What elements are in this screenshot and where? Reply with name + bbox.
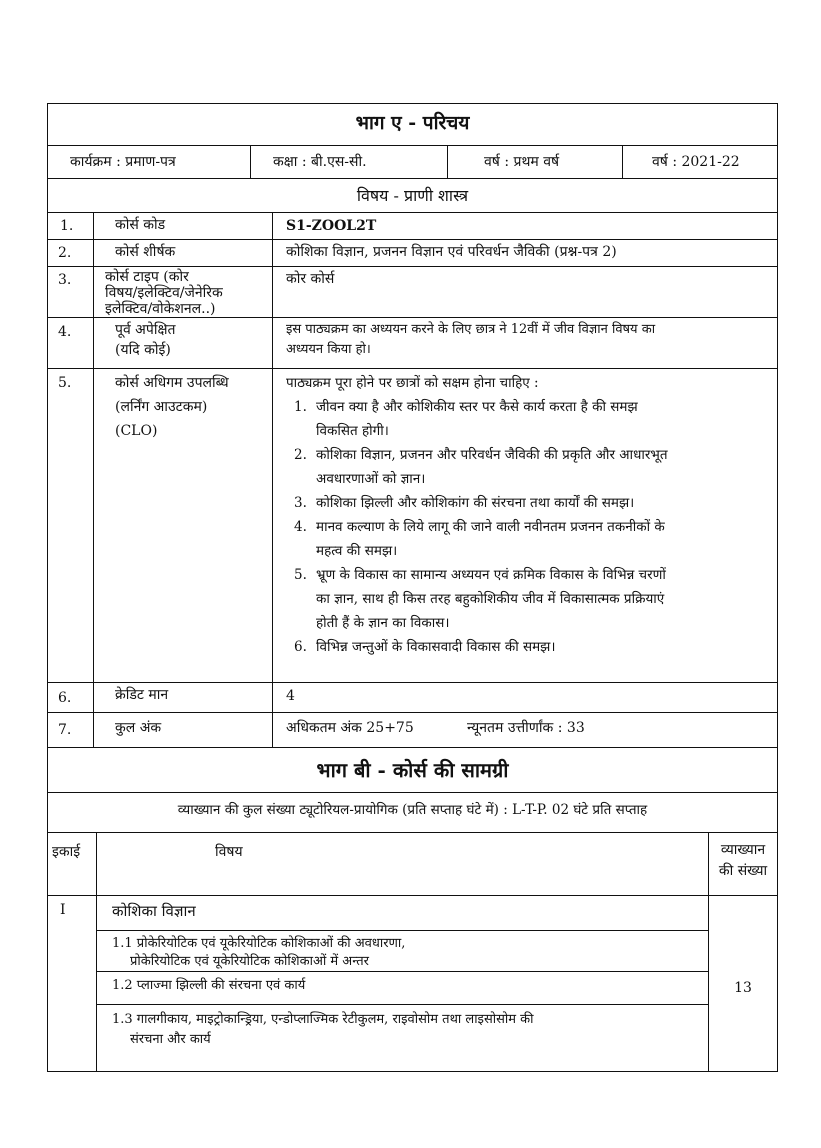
row-number: 1. <box>60 218 74 234</box>
outcomes-list <box>286 395 668 659</box>
label-line: (लर्निंग आउटकम) <box>115 399 208 415</box>
outcome-text <box>316 491 634 515</box>
outcome-item <box>286 443 668 491</box>
header-line: व्याख्यान <box>720 842 766 858</box>
session-text: वर्ष : 2021-22 <box>652 154 740 170</box>
course-title: कोशिका विज्ञान, प्रजनन विज्ञान एवं परिवर्धन जैविकी (प्रश्न-पत्र 2) <box>286 244 617 260</box>
outcome-number: 6. <box>294 639 307 655</box>
header-unit: इकाई <box>52 844 81 860</box>
row-number: 5. <box>58 375 72 391</box>
text-line: अध्ययन किया हो। <box>286 342 371 357</box>
outcome-line: महत्व की समझ। <box>316 543 398 559</box>
lectures-note: व्याख्यान की कुल संख्या ट्यूटोरियल-प्रायोगिक (प्रति सप्ताह घंटे में) : L-T-P. 02 घंटे प्रति सप्ताह <box>177 802 648 818</box>
year-text: वर्ष : प्रथम वर्ष <box>484 154 560 170</box>
topic-line: संरचना और कार्य <box>130 1032 211 1047</box>
topic-line: 1.3 गालगीकाय, माइट्रोकान्ड्रिया, एन्डोप्लाज्मिक रेटीकुलम, राइवोसोम तथा लाइसोसोम की <box>112 1012 534 1027</box>
row-label <box>115 320 175 360</box>
label-line: कोर्स टाइप (कोर <box>105 269 189 285</box>
subject-title: विषय - प्राणी शास्त्र <box>356 186 469 205</box>
row-label: कोर्स कोड <box>115 217 166 233</box>
row-number: 6. <box>58 690 72 706</box>
topic-1-3 <box>112 1010 534 1050</box>
row-number: 2. <box>58 245 72 261</box>
text-line: इस पाठ्यक्रम का अध्ययन करने के लिए छात्र ने 12वीं में जीव विज्ञान विषय का <box>286 322 656 337</box>
outcome-number: 1. <box>294 399 307 415</box>
outcome-line: का ज्ञान, साथ ही किस तरह बहुकोशिकीय जीव में विकासात्मक प्रक्रियाएं <box>316 591 665 607</box>
class-text: कक्षा : बी.एस-सी. <box>273 154 367 170</box>
label-line: कोर्स अधिगम उपलब्धि <box>115 375 229 391</box>
unit-title: कोशिका विज्ञान <box>112 902 196 920</box>
outcome-line: विभिन्न जन्तुओं के विकासवादी विकास की समझ। <box>316 639 556 655</box>
outcome-item <box>286 515 668 563</box>
topic-line: 1.1 प्रोकेरियोटिक एवं यूकेरियोटिक कोशिकाओं की अवधारणा, <box>112 936 406 951</box>
outcome-text <box>316 515 665 563</box>
outcome-item <box>286 635 668 659</box>
part-a-title: भाग ए - परिचय <box>355 112 470 134</box>
course-code: S1-ZOOL2T <box>286 218 377 234</box>
header-lectures <box>708 840 778 882</box>
program-text: कार्यक्रम : प्रमाण-पत्र <box>70 154 176 170</box>
row-number: 7. <box>58 722 72 738</box>
credit-value: 4 <box>286 688 295 704</box>
prerequisite-text <box>286 320 655 360</box>
outcome-line: होती हैं के ज्ञान का विकास। <box>316 615 450 631</box>
label-line: (CLO) <box>115 423 158 439</box>
max-marks: अधिकतम अंक 25+75 <box>286 720 414 736</box>
outcome-number: 2. <box>294 447 307 463</box>
outcome-item <box>286 563 668 635</box>
outcome-text <box>316 395 638 443</box>
row-number: 4. <box>58 324 72 340</box>
unit-lectures-count: 13 <box>734 980 752 996</box>
header-topic: विषय <box>215 844 243 860</box>
outcome-line: विकसित होगी। <box>316 423 389 439</box>
part-b-title: भाग बी - कोर्स की सामग्री <box>316 758 509 782</box>
outcome-item <box>286 491 668 515</box>
row-label <box>115 371 229 443</box>
outcome-number: 3. <box>294 495 307 511</box>
row-label: क्रेडिट मान <box>115 687 169 703</box>
outcome-number: 5. <box>294 567 307 583</box>
outcome-item <box>286 395 668 443</box>
outcome-line: भ्रूण के विकास का सामान्य अध्ययन एवं क्रमिक विकास के विभिन्न चरणों <box>316 567 666 583</box>
unit-column <box>47 832 97 1072</box>
outcomes-intro: पाठ्यक्रम पूरा होने पर छात्रों को सक्षम होना चाहिए : <box>286 375 539 391</box>
outcome-line: जीवन क्या है और कोशिकीय स्तर पर कैसे कार्य करता है की समझ <box>316 399 638 415</box>
label-line: पूर्व अपेक्षित <box>115 322 176 338</box>
outcomes-block <box>286 371 668 659</box>
outcome-text <box>316 635 556 659</box>
outcome-line: कोशिका झिल्ली और कोशिकांग की संरचना तथा कार्यों की समझ। <box>316 495 635 511</box>
topic-1-2: 1.2 प्लाज्मा झिल्ली की संरचना एवं कार्य <box>112 978 306 993</box>
row-label: कोर्स शीर्षक <box>115 244 176 260</box>
label-line: विषय/इलेक्टिव/जेनेरिक <box>105 285 223 301</box>
outcome-line: कोशिका विज्ञान, प्रजनन और परिवर्धन जैविकी की प्रकृति और आधारभूत <box>316 447 668 463</box>
label-line: इलेक्टिव/वोकेशनल..) <box>105 301 216 317</box>
outcome-number: 4. <box>294 519 307 535</box>
course-type: कोर कोर्स <box>286 271 335 287</box>
row-label <box>105 269 223 317</box>
topic-1-1 <box>112 935 405 971</box>
outcome-line: अवधारणाओं को ज्ञान। <box>316 471 426 487</box>
unit-number: I <box>60 902 66 918</box>
row-number: 3. <box>58 272 72 288</box>
min-pass-marks: न्यूनतम उत्तीर्णांक : 33 <box>467 720 585 736</box>
header-line: की संख्या <box>718 863 768 879</box>
outcome-text <box>316 443 668 491</box>
outcome-line: मानव कल्याण के लिये लागू की जाने वाली नवीनतम प्रजनन तकनीकों के <box>316 519 665 535</box>
topic-line: प्रोकेरियोटिक एवं यूकेरियोटिक कोशिकाओं में अन्तर <box>130 954 369 969</box>
row-label: कुल अंक <box>115 720 162 736</box>
num-column <box>47 212 94 748</box>
label-line: (यदि कोई) <box>115 342 171 358</box>
outcome-text <box>316 563 666 635</box>
